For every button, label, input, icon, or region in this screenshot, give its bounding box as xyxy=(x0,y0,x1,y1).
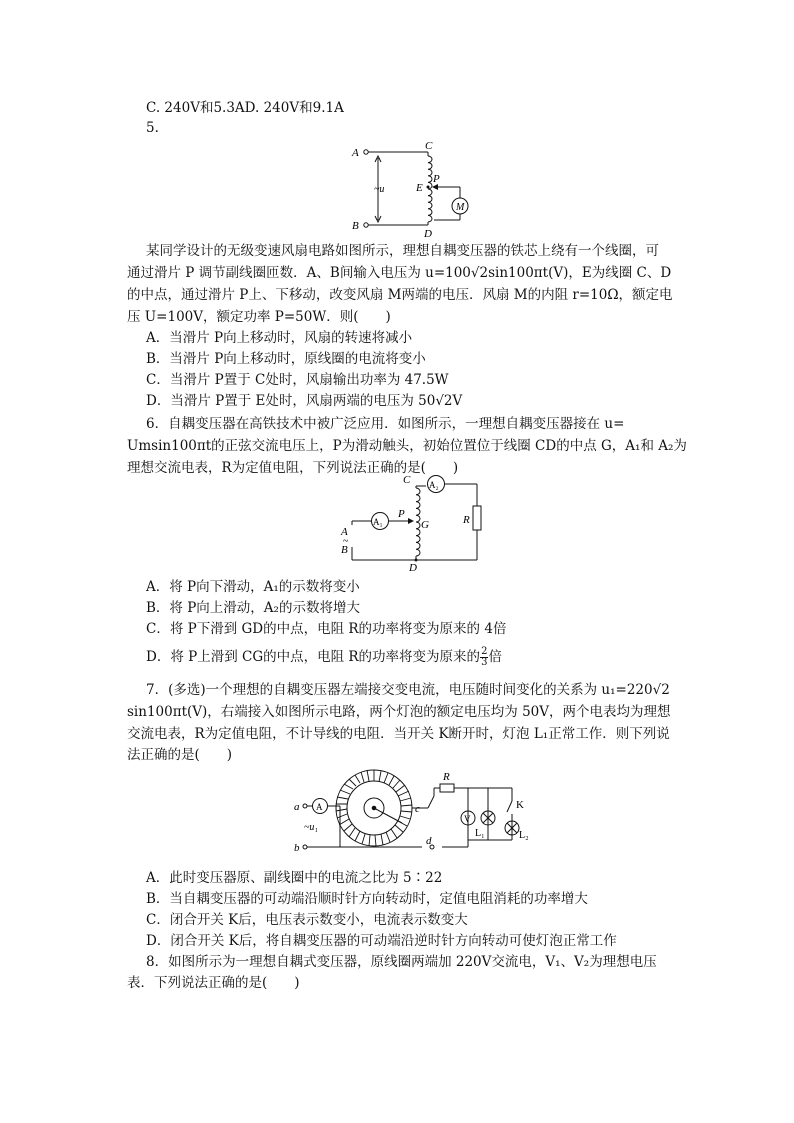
q7-label-k: K xyxy=(516,799,524,811)
q5-option-b: B．当滑片 P向上移动时，原线圈的电流将变小 xyxy=(146,351,426,367)
q6-stem-line-2: Umsin100πt的正弦交流电压上，P为滑动触头，初始位置位于线圈 CD的中点 G，A₁和 A₂为 xyxy=(127,438,687,454)
q6-option-b: B．将 P向上滑动，A₂的示数将增大 xyxy=(146,600,360,616)
q8-stem-line-1: 8．如图所示为一理想自耦式变压器，原线圈两端加 220V交流电，V₁、V₂为理想电压 xyxy=(146,954,657,970)
q5-label-e: E xyxy=(416,182,423,194)
q8-stem-line-2: 表．下列说法正确的是( ) xyxy=(127,975,300,991)
q6-circuit-figure xyxy=(336,472,491,574)
q6-label-g: G xyxy=(421,519,429,531)
q5-number: 5. xyxy=(146,120,159,136)
q6-label-p: P xyxy=(398,508,405,520)
q5-label-c: C xyxy=(425,140,433,152)
q6-label-b: B xyxy=(341,544,348,556)
q7-circuit-figure xyxy=(292,768,532,863)
q7-stem-line-3: 交流电表，R为定值电阻，不计导线的电阻．当开关 K断开时，灯泡 L₁正常工作．则下列说 xyxy=(127,726,670,742)
q6-option-c: C．将 P下滑到 GD的中点，电阻 R的功率将变为原来的 4倍 xyxy=(146,621,507,637)
q5-stem-line-2: 通过滑片 P 调节副线圈匝数．A、B间输入电压为 u=100√2sin100πt(V)，E为线圈 C、D xyxy=(127,265,672,281)
q7-option-b: B．当自耦变压器的可动端沿顺时针方向转动时，定值电阻消耗的功率增大 xyxy=(146,891,588,907)
q7-stem-line-2: sin100πt(V)，右端接入如图所示电路，两个灯泡的额定电压均为 50V，两个电表均为理想 xyxy=(127,704,671,720)
fraction-denominator: 3 xyxy=(481,657,488,668)
q7-label-voltmeter: V xyxy=(464,814,471,824)
q6-label-c: C xyxy=(403,474,411,486)
q5-option-c: C．当滑片 P置于 C处时，风扇输出功率为 47.5W xyxy=(146,372,449,388)
q6-label-r: R xyxy=(463,514,470,526)
q6-option-d-suffix: 倍 xyxy=(488,649,502,665)
q4-option-c: C. 240V和5.3AD. 240V和9.1A xyxy=(146,100,344,116)
q7-label-r: R xyxy=(443,771,450,783)
q7-label-d: d xyxy=(426,835,432,847)
q7-option-d: D．闭合开关 K后，将自耦变压器的可动端沿逆时针方向转动可使灯泡正常工作 xyxy=(146,933,617,949)
q5-label-b: B xyxy=(352,220,359,232)
q7-option-a: A．此时变压器原、副线圈中的电流之比为 5∶22 xyxy=(146,870,443,886)
q5-option-a: A．当滑片 P向上移动时，风扇的转速将减小 xyxy=(146,330,413,346)
q5-option-d: D．当滑片 P置于 E处时，风扇两端的电压为 50√2V xyxy=(146,393,463,409)
q7-label-u1: ~u₁ xyxy=(304,822,318,833)
q7-label-l2: L₂ xyxy=(519,830,529,841)
q7-label-c: c xyxy=(415,803,420,815)
q6-label-d: D xyxy=(409,562,417,574)
q7-label-l1: L₁ xyxy=(475,828,485,839)
q6-label-a: A xyxy=(341,526,348,538)
q5-label-d: D xyxy=(424,228,432,240)
q6-label-a1: A₁ xyxy=(373,517,383,527)
q5-label-a: A xyxy=(352,147,359,159)
q7-label-a: a xyxy=(294,801,300,813)
q6-option-a: A．将 P向下滑动，A₁的示数将变小 xyxy=(146,579,360,595)
q6-option-d-text: D．将 P上滑到 CG的中点，电阻 R的功率将变为原来的 xyxy=(146,649,481,665)
q5-label-m: M xyxy=(456,202,465,213)
q6-option-d xyxy=(146,647,502,668)
q6-stem-line-3: 理想交流电表，R为定值电阻，下列说法正确的是( ) xyxy=(127,460,459,476)
q5-label-u: ~u xyxy=(374,184,385,195)
q6-label-a2: A₂ xyxy=(429,480,439,490)
q7-label-ammeter: A xyxy=(316,802,323,812)
q7-stem-line-4: 法正确的是( ) xyxy=(127,747,233,763)
q5-circuit-figure xyxy=(348,138,478,240)
q6-stem-line-1: 6．自耦变压器在高铁技术中被广泛应用．如图所示，一理想自耦变压器接在 u= xyxy=(146,416,625,432)
q5-stem-line-3: 的中点，通过滑片 P上、下移动，改变风扇 M两端的电压．风扇 M的内阻 r=10Ω，额定电 xyxy=(127,287,673,303)
q7-stem-line-1: 7．(多选)一个理想的自耦变压器左端接交变电流，电压随时间变化的关系为 u₁=220√2 xyxy=(146,682,670,698)
fraction-numerator: 2 xyxy=(481,646,488,657)
q6-label-tilde: ~ xyxy=(343,536,349,547)
q5-stem-line-1: 某同学设计的无级变速风扇电路如图所示，理想自耦变压器的铁芯上绕有一个线圈，可 xyxy=(146,243,659,259)
q7-option-c: C．闭合开关 K后，电压表示数变小，电流表示数变大 xyxy=(146,912,468,928)
q5-label-p: P xyxy=(433,173,440,185)
q7-label-b: b xyxy=(294,842,300,854)
q5-stem-line-4: 压 U=100V，额定功率 P=50W．则( ) xyxy=(127,309,391,325)
